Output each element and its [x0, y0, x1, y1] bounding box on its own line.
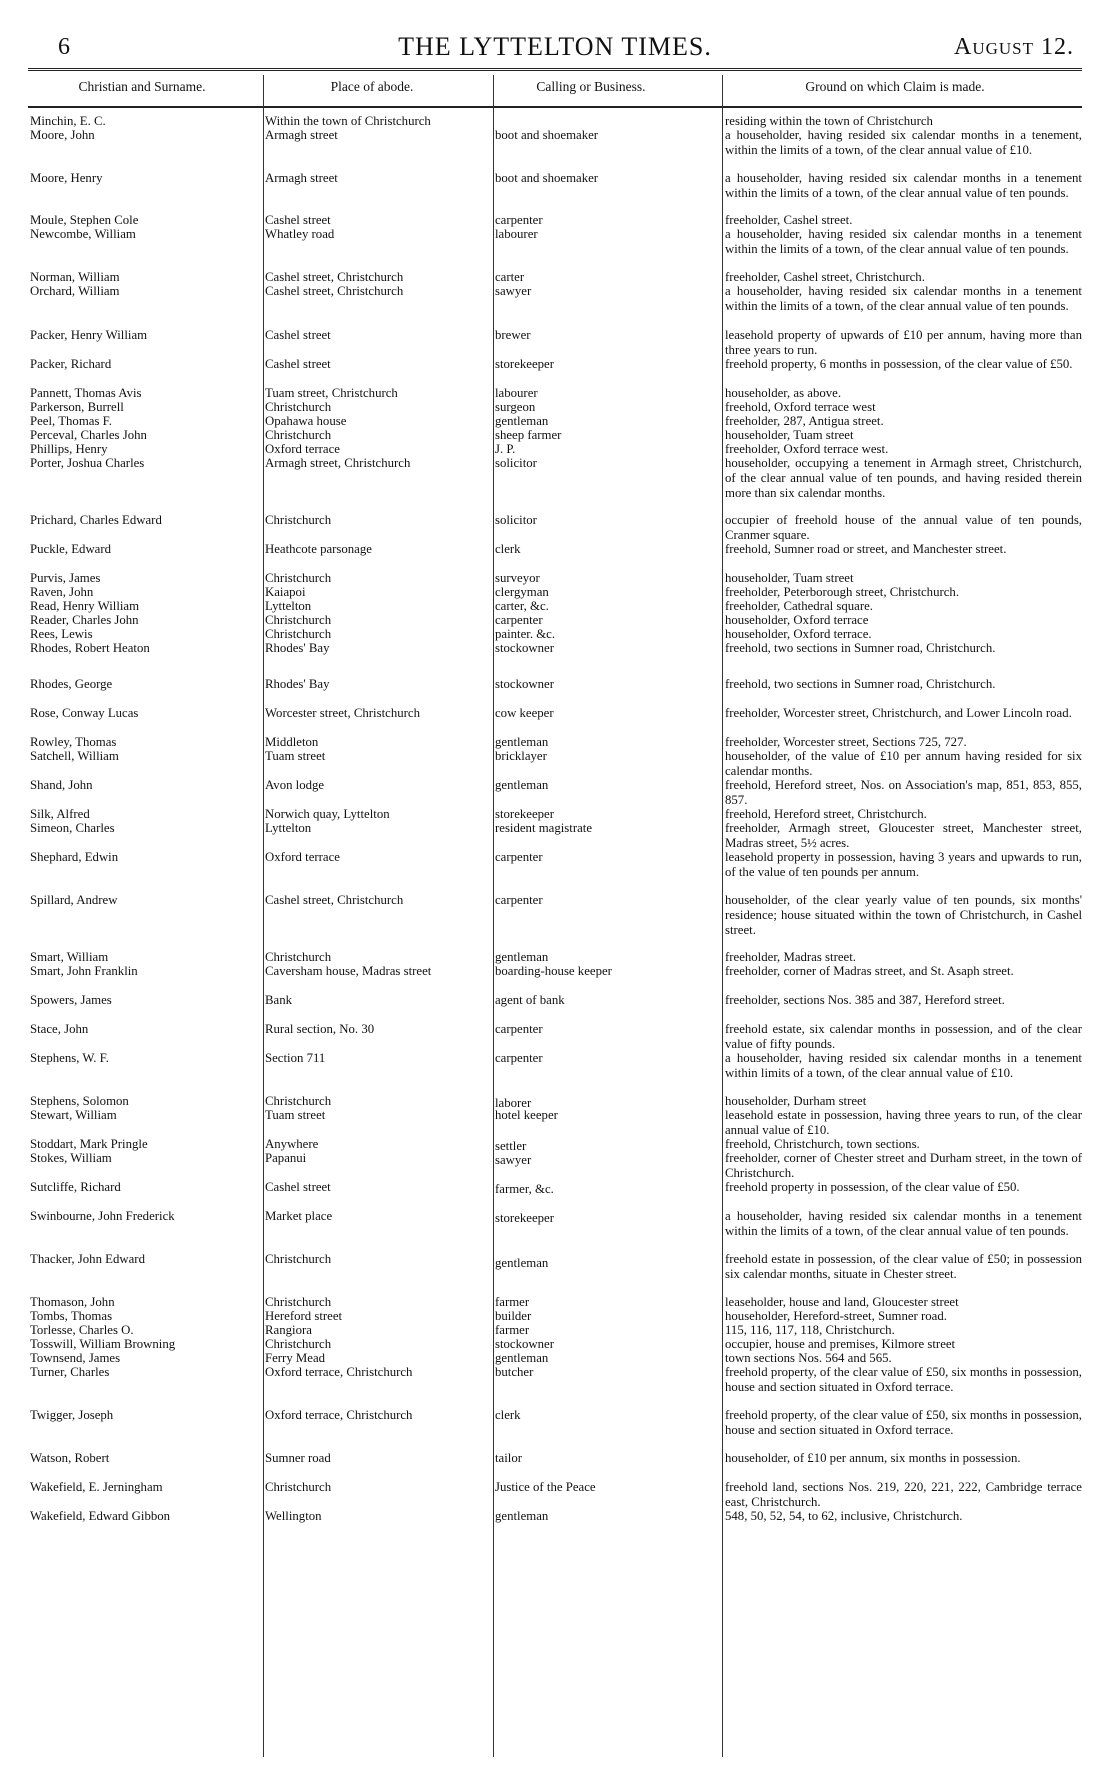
voter-calling: gentleman	[495, 778, 549, 792]
voter-claim: freehold, Hereford street, Nos. on Association's map, 851, 853, 855, 857.	[725, 778, 1082, 808]
voter-calling: gentleman	[495, 950, 549, 964]
column-header-name: Christian and Surname.	[78, 79, 206, 94]
voter-claim: householder, Hereford-street, Sumner road.	[725, 1309, 947, 1323]
voter-abode: Christchurch	[265, 1094, 332, 1108]
voter-abode: Bank	[265, 993, 293, 1007]
voter-calling: resident magistrate	[495, 821, 593, 835]
voter-claim: a householder, having resided six calendar months in a tenement, within the limits of a town, of the clear annual value of £10.	[725, 128, 1082, 158]
voter-name: Phillips, Henry	[30, 442, 108, 456]
voter-calling: boot and shoemaker	[495, 171, 599, 185]
voter-claim: freeholder, corner of Madras street, and St. Asaph street.	[725, 964, 1014, 978]
voter-name: Shephard, Edwin	[30, 850, 119, 864]
voter-claim: householder, Oxford terrace.	[725, 627, 872, 641]
voter-abode: Wellington	[265, 1509, 322, 1523]
voter-name: Minchin, E. C.	[30, 114, 106, 128]
voter-name: Puckle, Edward	[30, 542, 112, 556]
voter-calling: carpenter	[495, 893, 543, 907]
voter-name: Shand, John	[30, 778, 93, 792]
voter-claim: leaseholder, house and land, Gloucester street	[725, 1295, 959, 1309]
voter-claim: freehold property, 6 months in possession, of the clear value of £50.	[725, 357, 1073, 371]
voter-name: Moore, John	[30, 128, 95, 142]
voter-abode: Avon lodge	[265, 778, 325, 792]
voter-abode: Cashel street	[265, 328, 331, 342]
voter-name: Stoddart, Mark Pringle	[30, 1137, 148, 1151]
voter-name: Swinbourne, John Frederick	[30, 1209, 175, 1223]
voter-name: Rhodes, Robert Heaton	[30, 641, 150, 655]
voter-calling: clerk	[495, 1408, 521, 1422]
voter-name: Perceval, Charles John	[30, 428, 147, 442]
voter-claim: freeholder, Armagh street, Gloucester street, Manchester street, Madras street, 5½ acres.	[725, 821, 1082, 851]
voter-name: Moule, Stephen Cole	[30, 213, 139, 227]
voter-abode: Armagh street	[265, 171, 338, 185]
voter-calling: boot and shoemaker	[495, 128, 599, 142]
voter-name: Smart, John Franklin	[30, 964, 138, 978]
voter-claim: a householder, having resided six calendar months in a tenement within limits of a town, of the clear annual value of £10.	[725, 1051, 1082, 1081]
voter-claim: householder, Tuam street	[725, 571, 854, 585]
voter-calling: carter	[495, 270, 525, 284]
voter-claim: householder, Durham street	[725, 1094, 867, 1108]
voter-calling: bricklayer	[495, 749, 547, 763]
voter-calling: gentleman	[495, 1256, 549, 1270]
voter-abode: Christchurch	[265, 1337, 332, 1351]
voter-claim: 115, 116, 117, 118, Christchurch.	[725, 1323, 895, 1337]
voter-claim: freeholder, Worcester street, Sections 725, 727.	[725, 735, 967, 749]
voter-claim: freeholder, Cathedral square.	[725, 599, 874, 613]
voter-claim: freeholder, Cashel street.	[725, 213, 853, 227]
voter-abode: Tuam street	[265, 1108, 326, 1122]
voter-claim: freehold, Oxford terrace west	[725, 400, 876, 414]
voter-name: Reader, Charles John	[30, 613, 139, 627]
voter-claim: 548, 50, 52, 54, to 62, inclusive, Christchurch.	[725, 1509, 963, 1523]
voter-claim: householder, Oxford terrace	[725, 613, 869, 627]
voter-abode: Hereford street	[265, 1309, 343, 1323]
voter-name: Porter, Joshua Charles	[30, 456, 145, 470]
voter-abode: Market place	[265, 1209, 333, 1223]
voter-name: Spillard, Andrew	[30, 893, 118, 907]
voter-abode: Middleton	[265, 735, 319, 749]
voter-name: Torlesse, Charles O.	[30, 1323, 134, 1337]
voter-claim: occupier of freehold house of the annual value of ten pounds, Cranmer square.	[725, 513, 1082, 543]
voter-calling: J. P.	[495, 442, 516, 456]
voter-calling: sawyer	[495, 1153, 532, 1167]
voter-claim: freehold, two sections in Sumner road, Christchurch.	[725, 641, 996, 655]
voter-calling: sheep farmer	[495, 428, 562, 442]
voter-abode: Christchurch	[265, 400, 332, 414]
voter-abode: Cashel street, Christchurch	[265, 284, 404, 298]
voter-claim: freehold property, of the clear value of £50, six months in possession, house and section situated in Oxford terrace.	[725, 1408, 1082, 1438]
column-header-claim: Ground on which Claim is made.	[805, 79, 985, 94]
column-header-calling: Calling or Business.	[536, 79, 646, 94]
voter-calling: gentleman	[495, 414, 549, 428]
voter-calling: solicitor	[495, 513, 537, 527]
voter-calling: boarding-house keeper	[495, 964, 612, 978]
voter-name: Satchell, William	[30, 749, 119, 763]
voter-calling: surveyor	[495, 571, 540, 585]
voter-calling: surgeon	[495, 400, 536, 414]
voter-abode: Rural section, No. 30	[265, 1022, 375, 1036]
voter-calling: butcher	[495, 1365, 534, 1379]
voter-claim: freeholder, Peterborough street, Christchurch.	[725, 585, 960, 599]
voter-name: Thacker, John Edward	[30, 1252, 145, 1266]
voter-name: Sutcliffe, Richard	[30, 1180, 121, 1194]
voter-calling: settler	[495, 1139, 527, 1153]
voter-claim: freehold estate in possession, of the clear value of £50; in possession six calendar months, situate in Chester street.	[725, 1252, 1082, 1282]
voter-claim: freeholder, Cashel street, Christchurch.	[725, 270, 925, 284]
voter-name: Peel, Thomas F.	[30, 414, 112, 428]
voter-calling: tailor	[495, 1451, 523, 1465]
voter-name: Pannett, Thomas Avis	[30, 386, 142, 400]
voter-name: Thomason, John	[30, 1295, 115, 1309]
voter-claim: householder, Tuam street	[725, 428, 854, 442]
voter-abode: Section 711	[265, 1051, 326, 1065]
voter-claim: a householder, having resided six calendar months in a tenement within the limits of a town, of the clear annual value of ten pounds.	[725, 1209, 1082, 1239]
voter-abode: Anywhere	[265, 1137, 319, 1151]
voter-name: Rhodes, George	[30, 677, 113, 691]
voter-calling: Justice of the Peace	[495, 1480, 596, 1494]
voter-name: Stokes, William	[30, 1151, 112, 1165]
voter-name: Orchard, William	[30, 284, 120, 298]
voter-claim: freeholder, corner of Chester street and Durham street, in the town of Christchurch.	[725, 1151, 1082, 1181]
voter-name: Simeon, Charles	[30, 821, 115, 835]
voter-claim: freehold property, of the clear value of £50, six months in possession, house and section situated in Oxford terrace.	[725, 1365, 1082, 1395]
voter-abode: Lyttelton	[265, 599, 312, 613]
voter-calling: gentleman	[495, 1509, 549, 1523]
voter-claim: leasehold property of upwards of £10 per annum, having more than three years to run.	[725, 328, 1082, 358]
column-header-abode: Place of abode.	[330, 79, 414, 94]
voter-claim: freehold, Christchurch, town sections.	[725, 1137, 920, 1151]
voter-calling: stockowner	[495, 1337, 554, 1351]
voter-abode: Ferry Mead	[265, 1351, 326, 1365]
voter-claim: freeholder, Worcester street, Christchurch, and Lower Lincoln road.	[725, 706, 1072, 720]
voter-claim: freehold, Sumner road or street, and Manchester street.	[725, 542, 1007, 556]
voter-name: Norman, William	[30, 270, 120, 284]
voter-name: Packer, Richard	[30, 357, 112, 371]
voter-abode: Cashel street	[265, 213, 331, 227]
voter-abode: Armagh street, Christchurch	[265, 456, 411, 470]
issue-date: August 12.	[953, 34, 1074, 60]
voter-abode: Oxford terrace	[265, 442, 340, 456]
voter-claim: householder, of £10 per annum, six months in possession.	[725, 1451, 1021, 1465]
voter-claim: freeholder, Oxford terrace west.	[725, 442, 889, 456]
voter-name: Rowley, Thomas	[30, 735, 117, 749]
voter-calling: carpenter	[495, 1051, 543, 1065]
voter-name: Stephens, W. F.	[30, 1051, 109, 1065]
voter-abode: Tuam street, Christchurch	[265, 386, 398, 400]
voter-name: Spowers, James	[30, 993, 112, 1007]
voter-abode: Christchurch	[265, 1480, 332, 1494]
voter-calling: gentleman	[495, 1351, 549, 1365]
voter-claim: freeholder, sections Nos. 385 and 387, Hereford street.	[725, 993, 1005, 1007]
voter-name: Silk, Alfred	[30, 807, 90, 821]
voter-name: Moore, Henry	[30, 171, 103, 185]
voter-claim: a householder, having resided six calendar months in a tenement within the limits of a town, of the clear annual value of ten pounds.	[725, 227, 1082, 257]
voter-calling: stockowner	[495, 677, 554, 691]
voter-claim: freehold, Hereford street, Christchurch.	[725, 807, 927, 821]
voter-abode: Oxford terrace, Christchurch	[265, 1408, 413, 1422]
voter-calling: farmer, &c.	[495, 1182, 554, 1196]
voter-abode: Christchurch	[265, 428, 332, 442]
voter-abode: Opahawa house	[265, 414, 347, 428]
header-rule	[28, 68, 1082, 71]
voter-abode: Christchurch	[265, 613, 332, 627]
voter-abode: Cashel street, Christchurch	[265, 270, 404, 284]
voter-abode: Cashel street	[265, 357, 331, 371]
voter-abode: Oxford terrace	[265, 850, 340, 864]
voter-calling: solicitor	[495, 456, 537, 470]
voter-abode: Rangiora	[265, 1323, 312, 1337]
voter-claim: a householder, having resided six calendar months in a tenement within the limits of a town, of the clear annual value of ten pounds.	[725, 284, 1082, 314]
voter-name: Packer, Henry William	[30, 328, 148, 342]
voter-abode: Tuam street	[265, 749, 326, 763]
voter-calling: builder	[495, 1309, 532, 1323]
column-headers	[28, 75, 1082, 105]
voter-claim: householder, as above.	[725, 386, 842, 400]
voter-abode: Lyttelton	[265, 821, 312, 835]
voter-name: Turner, Charles	[30, 1365, 110, 1379]
voter-name: Read, Henry William	[30, 599, 140, 613]
voter-calling: agent of bank	[495, 993, 565, 1007]
voter-claim: freehold property in possession, of the clear value of £50.	[725, 1180, 1020, 1194]
voter-abode: Heathcote parsonage	[265, 542, 372, 556]
voter-name: Parkerson, Burrell	[30, 400, 124, 414]
voter-calling: farmer	[495, 1295, 530, 1309]
voter-abode: Cashel street, Christchurch	[265, 893, 404, 907]
voter-abode: Christchurch	[265, 571, 332, 585]
voter-claim: leasehold estate in possession, having three years to run, of the clear annual value of £10.	[725, 1108, 1082, 1138]
voter-abode: Christchurch	[265, 1295, 332, 1309]
voter-calling: painter. &c.	[495, 627, 556, 641]
voter-calling: carpenter	[495, 613, 543, 627]
voter-name: Prichard, Charles Edward	[30, 513, 162, 527]
voter-abode: Whatley road	[265, 227, 335, 241]
voter-claim: freeholder, 287, Antigua street.	[725, 414, 884, 428]
voter-claim: town sections Nos. 564 and 565.	[725, 1351, 892, 1365]
voter-abode: Rhodes' Bay	[265, 677, 330, 691]
voter-name: Purvis, James	[30, 571, 101, 585]
voter-calling: stockowner	[495, 641, 554, 655]
newspaper-title: THE LYTTELTON TIMES.	[398, 32, 712, 61]
voter-name: Newcombe, William	[30, 227, 136, 241]
voter-abode: Rhodes' Bay	[265, 641, 330, 655]
voter-name: Tombs, Thomas	[30, 1309, 113, 1323]
voter-name: Stephens, Solomon	[30, 1094, 129, 1108]
voter-abode: Norwich quay, Lyttelton	[265, 807, 390, 821]
page-header	[28, 30, 1082, 64]
voter-abode: Christchurch	[265, 513, 332, 527]
voter-abode: Caversham house, Madras street	[265, 964, 432, 978]
voter-calling: carpenter	[495, 1022, 543, 1036]
voter-abode: Christchurch	[265, 627, 332, 641]
voter-abode: Within the town of Christchurch	[265, 114, 431, 128]
voter-name: Smart, William	[30, 950, 109, 964]
voter-abode: Christchurch	[265, 950, 332, 964]
voter-calling: labourer	[495, 386, 538, 400]
voter-name: Tosswill, William Browning	[30, 1337, 176, 1351]
voter-name: Twigger, Joseph	[30, 1408, 114, 1422]
voter-name: Stewart, William	[30, 1108, 117, 1122]
voter-claim: occupier, house and premises, Kilmore street	[725, 1337, 956, 1351]
voter-calling: carpenter	[495, 850, 543, 864]
voter-abode: Kaiapoi	[265, 585, 306, 599]
voter-name: Stace, John	[30, 1022, 89, 1036]
voter-calling: clerk	[495, 542, 521, 556]
voter-claim: freehold estate, six calendar months in possession, and of the clear value of fifty pounds.	[725, 1022, 1082, 1052]
voter-abode: Cashel street	[265, 1180, 331, 1194]
voter-calling: storekeeper	[495, 357, 554, 371]
voter-name: Wakefield, E. Jerningham	[30, 1480, 163, 1494]
voter-name: Rees, Lewis	[30, 627, 93, 641]
voter-claim: residing within the town of Christchurch	[725, 114, 933, 128]
voter-claim: freehold land, sections Nos. 219, 220, 221, 222, Cambridge terrace east, Christchurch.	[725, 1480, 1082, 1510]
page-number: 6	[58, 34, 70, 60]
voter-claim: householder, occupying a tenement in Armagh street, Christchurch, of the clear annual value of ten pounds, and having resided therein more than six calendar months.	[725, 456, 1082, 501]
voter-name: Rose, Conway Lucas	[30, 706, 139, 720]
voter-name: Watson, Robert	[30, 1451, 110, 1465]
voter-abode: Papanui	[265, 1151, 307, 1165]
voter-abode: Sumner road	[265, 1451, 331, 1465]
voter-calling: sawyer	[495, 284, 532, 298]
voter-calling: carpenter	[495, 213, 543, 227]
voter-name: Townsend, James	[30, 1351, 121, 1365]
voter-calling: farmer	[495, 1323, 530, 1337]
voter-claim: householder, of the value of £10 per annum having resided for six calendar months.	[725, 749, 1082, 779]
voter-abode: Armagh street	[265, 128, 338, 142]
voter-calling: clergyman	[495, 585, 549, 599]
voter-claim: a householder, having resided six calendar months in a tenement within the limits of a town, of the clear annual value of ten pounds.	[725, 171, 1082, 201]
voter-calling: storekeeper	[495, 1211, 554, 1225]
voter-claim: householder, of the clear yearly value of ten pounds, six months' residence; house situated within the town of Christchurch, in Cashel street.	[725, 893, 1082, 938]
voter-name: Wakefield, Edward Gibbon	[30, 1509, 171, 1523]
voter-claim: leasehold property in possession, having 3 years and upwards to run, of the value of ten pounds per annum.	[725, 850, 1082, 880]
voter-calling: hotel keeper	[495, 1108, 558, 1122]
voter-abode: Christchurch	[265, 1252, 332, 1266]
voter-claim: freehold, two sections in Sumner road, Christchurch.	[725, 677, 996, 691]
voter-abode: Oxford terrace, Christchurch	[265, 1365, 413, 1379]
voter-calling: cow keeper	[495, 706, 554, 720]
voter-calling: storekeeper	[495, 807, 554, 821]
voter-calling: gentleman	[495, 735, 549, 749]
column-header-rule	[28, 106, 1082, 108]
voter-name: Raven, John	[30, 585, 94, 599]
voter-abode: Worcester street, Christchurch	[265, 706, 420, 720]
electoral-roll-list	[28, 114, 1082, 1754]
voter-calling: brewer	[495, 328, 531, 342]
voter-calling: labourer	[495, 227, 538, 241]
voter-claim: freeholder, Madras street.	[725, 950, 856, 964]
voter-calling: laborer	[495, 1096, 532, 1110]
voter-calling: carter, &c.	[495, 599, 549, 613]
